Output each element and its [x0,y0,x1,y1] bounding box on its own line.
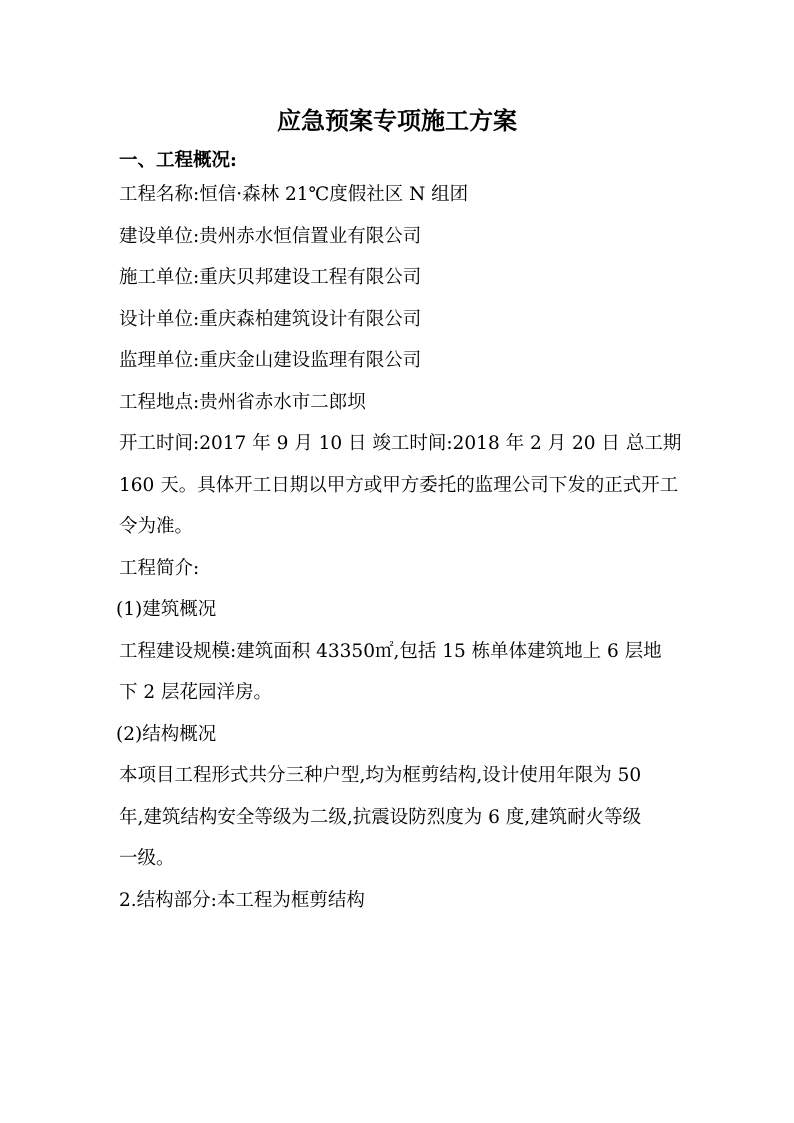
project-name-line: 工程名称:恒信·森林 21℃度假社区 N 组团 [119,184,469,205]
scale-line-2: 下 2 层花园洋房。 [119,682,273,703]
structure-line-3: 一级。 [119,848,175,869]
location-line: 工程地点:贵州省赤水市二郎坝 [119,392,366,413]
schedule-line-2: 160 天。具体开工日期以甲方或甲方委托的监理公司下发的正式开工 [119,475,679,496]
schedule-line-1: 开工时间:2017 年 9 月 10 日 竣工时间:2018 年 2 月 20 日 总工期 [119,433,682,454]
section-2-line: 2.结构部分:本工程为框剪结构 [119,890,365,911]
structure-line-2: 年,建筑结构安全等级为二级,抗震设防烈度为 6 度,建筑耐火等级 [119,807,642,828]
subheading-structure: (2)结构概况 [116,724,217,745]
structure-line-1: 本项目工程形式共分三种户型,均为框剪结构,设计使用年限为 50 [119,765,642,786]
document-title: 应急预案专项施工方案 [277,106,517,135]
contractor-line: 施工单位:重庆贝邦建设工程有限公司 [119,267,422,288]
scale-line-1: 工程建设规模:建筑面积 43350㎡,包括 15 栋单体建筑地上 6 层地 [119,641,662,662]
section-heading-overview: 一、工程概况: [119,150,237,171]
intro-label: 工程简介: [119,558,200,579]
designer-line: 设计单位:重庆森柏建筑设计有限公司 [119,309,422,330]
schedule-line-3: 令为准。 [119,516,194,537]
supervisor-line: 监理单位:重庆金山建设监理有限公司 [119,350,422,371]
owner-line: 建设单位:贵州赤水恒信置业有限公司 [119,226,422,247]
subheading-building: (1)建筑概况 [116,599,217,620]
